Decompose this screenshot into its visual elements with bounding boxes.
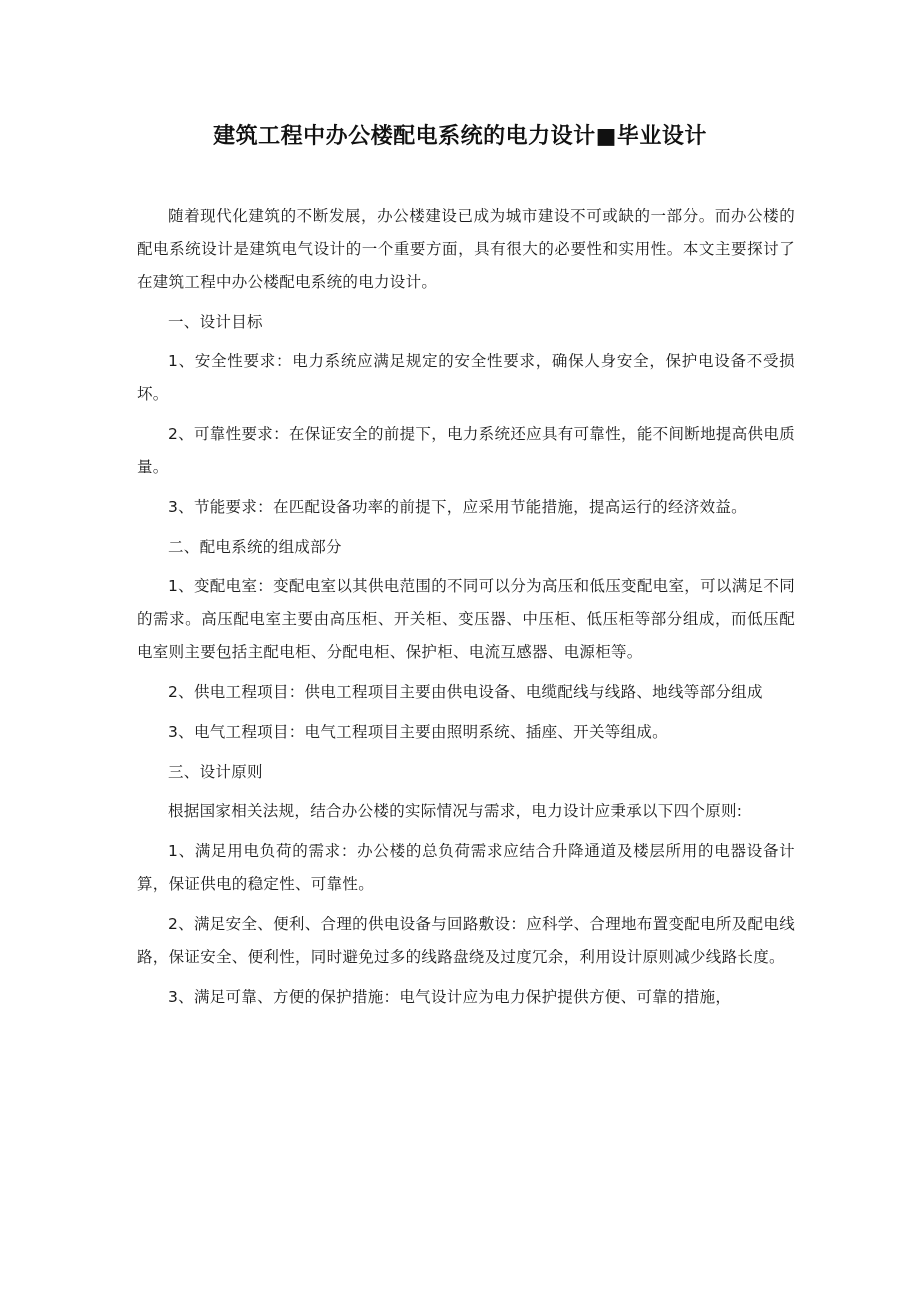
document-body — [137, 200, 795, 1021]
paragraph-safety-requirement: 1、安全性要求：电力系统应满足规定的安全性要求，确保人身安全，保护电设备不受损坏。 — [137, 352, 795, 403]
paragraph-protection-measures: 3、满足可靠、方便的保护措施：电气设计应为电力保护提供方便、可靠的措施， — [168, 988, 732, 1006]
paragraph-substation: 1、变配电室：变配电室以其供电范围的不同可以分为高压和低压变配电室，可以满足不同的需求。高压配电室主要由高压柜、开关柜、变压器、中压柜、低压柜等部分组成，而低压配电室则主要包括主配电柜、分配电柜、保护柜、电流互感器、电源柜等。 — [137, 577, 795, 661]
document-title: 建筑工程中办公楼配电系统的电力设计■毕业设计 — [213, 124, 707, 149]
paragraph-load-demand: 1、满足用电负荷的需求：办公楼的总负荷需求应结合升降通道及楼层所用的电器设备计算，保证供电的稳定性、可靠性。 — [137, 842, 795, 893]
intro-paragraph: 随着现代化建筑的不断发展，办公楼建设已成为城市建设不可或缺的一部分。而办公楼的配电系统设计是建筑电气设计的一个重要方面，具有很大的必要性和实用性。本文主要探讨了在建筑工程中办公楼配电系统的电力设计。 — [137, 207, 795, 291]
paragraph-safe-layout: 2、满足安全、便利、合理的供电设备与回路敷设：应科学、合理地布置变配电所及配电线路，保证安全、便利性，同时避免过多的线路盘绕及过度冗余，利用设计原则减少线路长度。 — [137, 915, 795, 966]
paragraph-electrical-project: 3、电气工程项目：电气工程项目主要由照明系统、插座、开关等组成。 — [168, 723, 668, 741]
section-heading-components: 二、配电系统的组成部分 — [168, 538, 342, 556]
paragraph-reliability-requirement: 2、可靠性要求：在保证安全的前提下，电力系统还应具有可靠性，能不间断地提高供电质量。 — [137, 425, 795, 476]
paragraph-energy-requirement: 3、节能要求：在匹配设备功率的前提下，应采用节能措施，提高运行的经济效益。 — [168, 498, 747, 516]
paragraph-principles-intro: 根据国家相关法规，结合办公楼的实际情况与需求，电力设计应秉承以下四个原则: — [168, 802, 743, 820]
section-heading-design-principles: 三、设计原则 — [168, 763, 263, 781]
paragraph-power-supply-project: 2、供电工程项目：供电工程项目主要由供电设备、电缆配线与线路、地线等部分组成 — [168, 683, 763, 701]
section-heading-design-goals: 一、设计目标 — [168, 313, 263, 331]
